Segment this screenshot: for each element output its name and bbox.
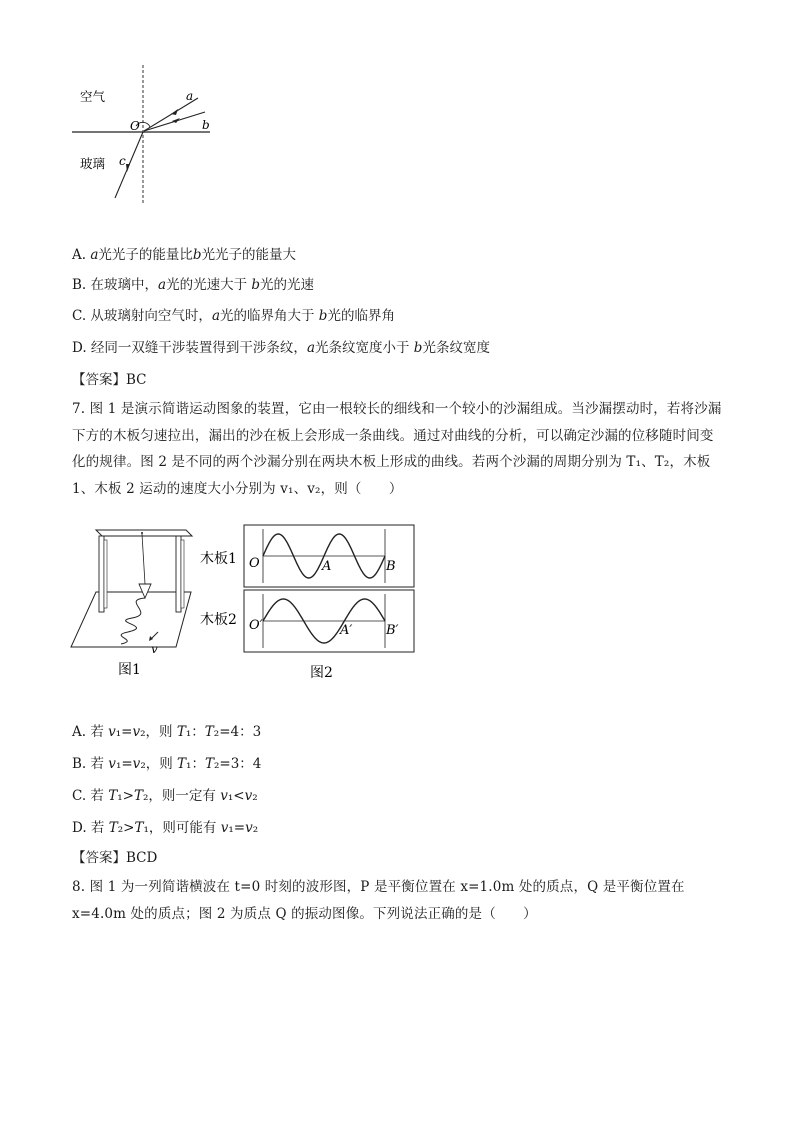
- option-7b: B. 若 v₁=v₂，则 T₁：T₂=3：4: [72, 756, 262, 772]
- fig2-traces: [194, 520, 420, 690]
- label-O: O: [130, 119, 140, 133]
- fig1-caption: 图1: [118, 662, 141, 678]
- board2-O: O′: [249, 618, 263, 633]
- answer-7: 【答案】BCD: [72, 850, 158, 866]
- fig1-v-label: v: [151, 642, 158, 656]
- label-b: b: [202, 118, 210, 132]
- option-6a: A. a光光子的能量比b光光子的能量大: [72, 247, 297, 263]
- refraction-figure: [70, 60, 220, 210]
- option-6b: B. 在玻璃中，a光的光速大于 b光的光速: [72, 277, 315, 293]
- option-6c: C. 从玻璃射向空气时，a光的临界角大于 b光的临界角: [72, 308, 395, 324]
- option-7c: C. 若 T₁>T₂，则一定有 v₁<v₂: [72, 788, 258, 804]
- board1-label: 木板1: [200, 551, 237, 567]
- label-c: c: [119, 154, 126, 168]
- label-glass: 玻璃: [80, 156, 106, 171]
- option-7a: A. 若 v₁=v₂，则 T₁：T₂=4：3: [72, 724, 262, 740]
- board1-O: O: [249, 556, 260, 571]
- board2-A: A′: [340, 623, 353, 638]
- label-air: 空气: [80, 89, 106, 104]
- question-7-stem: 7. 图 1 是演示简谐运动图象的装置，它由一根较长的细线和一个较小的沙漏组成。当沙漏摆动时，若将沙漏下方的木板匀速拉出，漏出的沙在板上会形成一条曲线。通过对曲线的分析，可以确定沙漏的位移随时间变化的规律。图 2 是不同的两个沙漏分别在两块木板上形成的曲线。若两个沙漏的周期分别为 T₁、T₂，木板 1、木板 2 运动的速度大小分别为 v₁、v₂，则（ ）: [72, 401, 722, 497]
- option-7d: D. 若 T₂>T₁，则可能有 v₁=v₂: [72, 820, 259, 836]
- option-6d: D. 经同一双缝干涉装置得到干涉条纹，a光条纹宽度小于 b光条纹宽度: [72, 340, 490, 356]
- board1-A: A: [322, 559, 332, 574]
- fig2-caption: 图2: [310, 665, 333, 681]
- fig1-apparatus: [66, 522, 206, 682]
- question-8-stem: 8. 图 1 为一列简谐横波在 t=0 时刻的波形图，P 是平衡位置在 x=1.0m 处的质点，Q 是平衡位置在 x=4.0m 处的质点；图 2 为质点 Q 的振动图像。下列说法正确的是（ ）: [72, 879, 685, 922]
- board2-label: 木板2: [200, 612, 237, 628]
- board1-B: B: [386, 559, 396, 574]
- answer-6: 【答案】BC: [72, 372, 147, 388]
- label-a: a: [186, 89, 194, 103]
- board2-B: B′: [386, 623, 399, 638]
